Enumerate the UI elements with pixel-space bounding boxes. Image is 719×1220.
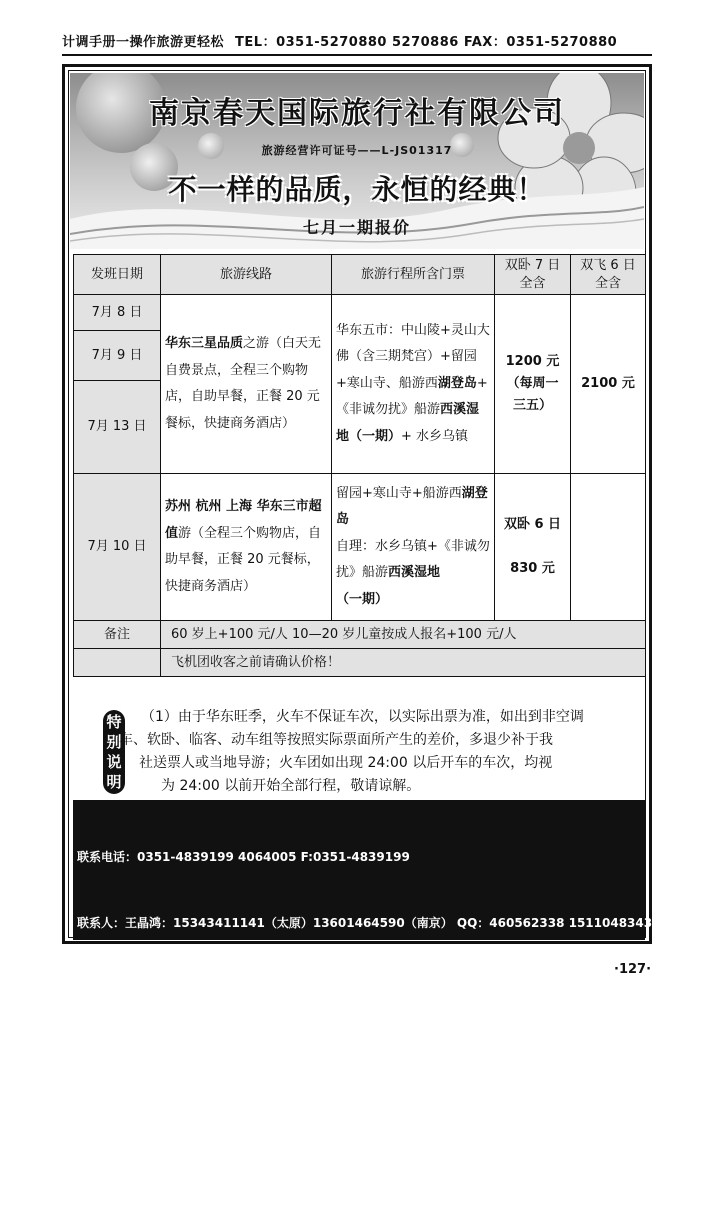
date-cell: 7月 13 日 [74, 381, 161, 474]
special-line: 社送票人或当地导游；火车团如出现 24:00 以后开车的车次，均视 [139, 755, 553, 771]
special-notes-badge: 特 别 说 明 [103, 710, 125, 794]
date-cell: 7月 8 日 [74, 295, 161, 331]
license-number: 旅游经营许可证号——L-JS01317 [261, 144, 453, 157]
table-row [74, 474, 646, 621]
contact-person: 初小铭：13835211973（大同办） QQ：2272196129 [77, 1048, 397, 1062]
remarks-label-empty [74, 649, 161, 677]
contact-fax: F：0352-7185809 2030881 [77, 1180, 257, 1194]
header-route: 旅游线路 [161, 255, 332, 295]
header-price-train-line1: 双卧 7 日 [504, 257, 561, 273]
date-cell: 7月 9 日 [74, 331, 161, 381]
company-name: 南京春天国际旅行社有限公司 [149, 96, 565, 131]
remarks-row [74, 649, 646, 677]
price-train-cell [495, 295, 571, 474]
date-cell: 7月 10 日 [74, 474, 161, 621]
tickets-cell: 华东五市：中山陵+灵山大佛（含三期梵宫）+留园+寒山寺、船游西湖登岛+《非诚勿扰》船游西溪湿地（一期）+ 水乡乌镇 [332, 295, 495, 474]
header-price-air-line2: 全含 [594, 275, 621, 291]
table-header-row [74, 255, 646, 295]
remarks-text: 飞机团收客之前请确认价格！ [161, 649, 646, 677]
special-line: 为 24:00 以前开始全部行程，敬请谅解。 [161, 778, 421, 794]
price-air-cell-empty [571, 474, 646, 621]
special-line: （1）由于华东旺季，火车不保证车次，以实际出票为准，如出到非空调 [141, 709, 584, 725]
price-line2: 830 元 [510, 561, 555, 576]
header-price-air-line1: 双飞 6 日 [580, 257, 636, 273]
contact-phone: 联系电话：0351-4839199 4064005 F:0351-4839199 [77, 850, 410, 864]
price-train-line1: 1200 元 [505, 354, 560, 369]
slogan: 不一样的品质，永恒的经典！ [168, 173, 546, 206]
contact-datong: 大同联系电话：0352-7185809 7185810 2028969 2030881 [77, 1114, 446, 1128]
header-price-train-line2: 全含 [519, 275, 546, 291]
route-cell: 苏州 杭州 上海 华东三市超值游（全程三个购物店，自助早餐，正餐 20 元餐标，快捷商务酒店） [161, 474, 332, 621]
contact-person: 联系人：王晶鸿：15343411141（太原）13601464590（南京） QQ：460562338 1511048343 [77, 916, 653, 930]
route-cell: 华东三星品质之游（白天无自费景点，全程三个购物店，自助早餐，正餐 20 元餐标，快捷商务酒店） [161, 295, 332, 474]
price-cell [495, 474, 571, 621]
remarks-label: 备注 [74, 621, 161, 649]
price-table [73, 254, 646, 677]
header-price-air [571, 255, 646, 295]
page-header [62, 34, 652, 56]
contact-person: 谭德勇：18635135061（太原）13835229561（大同）QQ：2321595243 1350942513 [77, 982, 609, 996]
price-line1: 双卧 6 日 [503, 517, 562, 532]
header-contact: TEL：0351-5270880 5270886 FAX：0351-5270880 [235, 35, 618, 50]
remarks-text: 60 岁上+100 元/人 10—20 岁儿童按成人报名+100 元/人 [161, 621, 646, 649]
special-notes-text [119, 706, 641, 798]
price-air-cell: 2100 元 [571, 295, 646, 474]
remarks-row [74, 621, 646, 649]
header-brand: 计调手册一操作旅游更轻松 [62, 35, 225, 50]
tickets-cell: 留园+寒山寺+船游西湖登岛 自理：水乡乌镇+《非诚勿扰》船游西溪湿地（一期） [332, 474, 495, 621]
table-row [74, 295, 646, 331]
price-train-line2: （每周一 [506, 376, 559, 391]
header-price-train [495, 255, 571, 295]
special-line: 车、软卧、临客、动车组等按照实际票面所产生的差价，多退少补于我 [119, 732, 553, 748]
special-notes [73, 706, 645, 796]
header-tickets: 旅游行程所含门票 [332, 255, 495, 295]
price-list-title: 七月一期报价 [302, 218, 411, 237]
header-date: 发班日期 [74, 255, 161, 295]
price-train-line3: 三五） [512, 398, 552, 413]
page-number: ·127· [614, 962, 652, 977]
